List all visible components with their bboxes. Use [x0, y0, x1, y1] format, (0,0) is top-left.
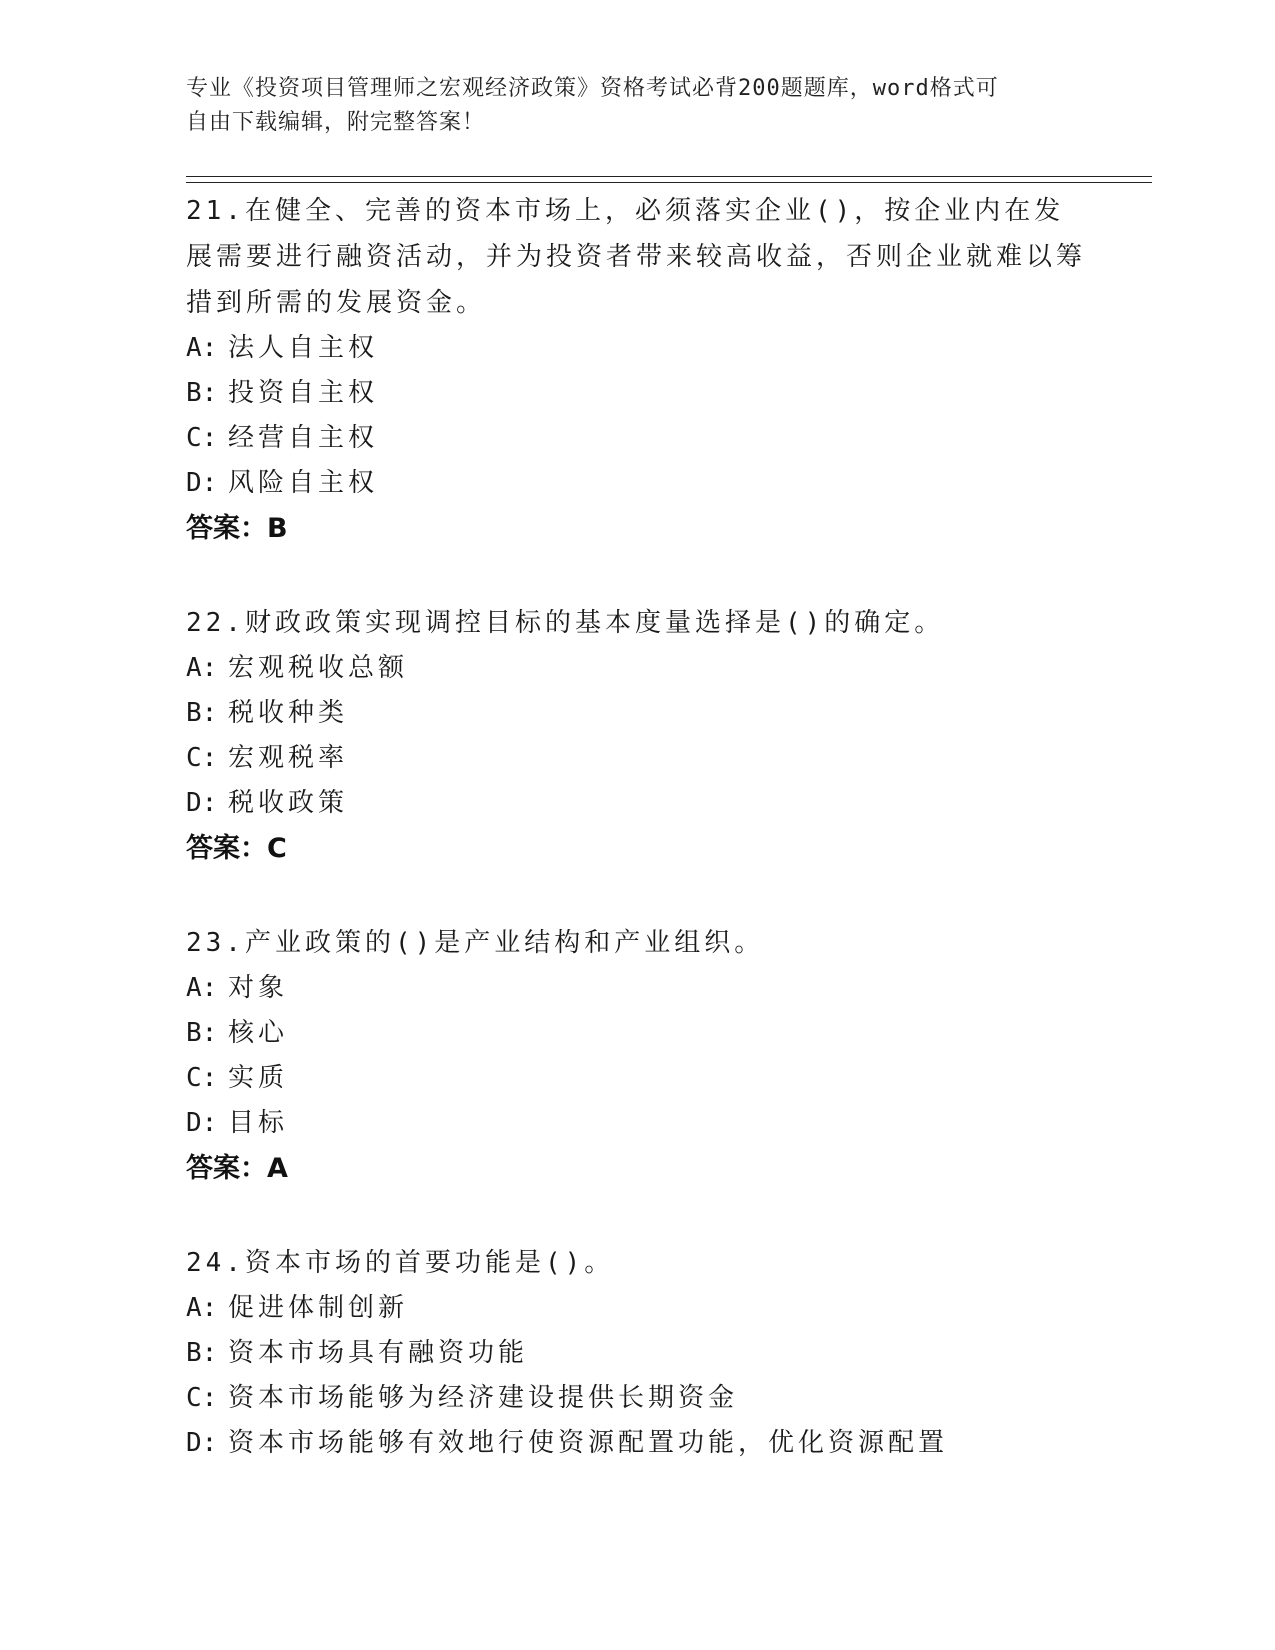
option-key: D: — [186, 788, 218, 818]
option-key: C: — [186, 743, 218, 773]
option-key: D: — [186, 468, 218, 498]
header-title-line-1: 专业《投资项目管理师之宏观经济政策》资格考试必背200题题库，word格式可 — [186, 76, 999, 101]
option-a — [186, 646, 1086, 691]
option-text: 促进体制创新 — [228, 1293, 409, 1323]
option-key: A: — [186, 653, 218, 683]
answer-line: 答案：C — [186, 833, 287, 864]
option-b — [186, 371, 1086, 416]
option-text: 实质 — [228, 1063, 289, 1093]
answer-line: 答案：B — [186, 513, 288, 544]
option-key: A: — [186, 1293, 218, 1323]
option-text: 税收政策 — [228, 788, 349, 818]
header-divider-bottom — [186, 182, 1152, 183]
option-d — [186, 1101, 1086, 1146]
option-key: C: — [186, 423, 218, 453]
question-stem: 23.产业政策的()是产业结构和产业组织。 — [186, 928, 765, 958]
document-header — [186, 72, 1066, 140]
option-text: 资本市场能够为经济建设提供长期资金 — [228, 1383, 739, 1413]
option-key: C: — [186, 1383, 218, 1413]
option-text: 核心 — [228, 1018, 289, 1048]
option-a — [186, 326, 1086, 371]
question-23 — [186, 920, 1086, 1192]
option-key: B: — [186, 1338, 218, 1368]
option-key: C: — [186, 1063, 218, 1093]
option-key: D: — [186, 1108, 218, 1138]
question-list — [186, 188, 1086, 1514]
option-text: 宏观税收总额 — [228, 653, 409, 683]
option-c — [186, 1056, 1086, 1101]
option-c — [186, 1376, 1086, 1421]
option-key: B: — [186, 1018, 218, 1048]
question-22 — [186, 600, 1086, 872]
question-21 — [186, 188, 1086, 552]
question-stem: 22.财政政策实现调控目标的基本度量选择是()的确定。 — [186, 608, 945, 638]
option-b — [186, 691, 1086, 736]
option-text: 风险自主权 — [228, 468, 379, 498]
question-stem: 24.资本市场的首要功能是()。 — [186, 1248, 615, 1278]
option-text: 税收种类 — [228, 698, 349, 728]
option-text: 对象 — [228, 973, 289, 1003]
option-key: A: — [186, 333, 218, 363]
header-divider-top — [186, 176, 1152, 177]
option-key: B: — [186, 378, 218, 408]
option-b — [186, 1011, 1086, 1056]
option-text: 资本市场具有融资功能 — [228, 1338, 529, 1368]
header-title-line-2: 自由下载编辑，附完整答案！ — [186, 110, 486, 135]
question-24 — [186, 1240, 1086, 1466]
option-b — [186, 1331, 1086, 1376]
answer-line: 答案：A — [186, 1153, 288, 1184]
option-a — [186, 1286, 1086, 1331]
option-key: A: — [186, 973, 218, 1003]
option-text: 经营自主权 — [228, 423, 379, 453]
option-d — [186, 461, 1086, 506]
option-key: D: — [186, 1428, 218, 1458]
question-stem: 21.在健全、完善的资本市场上，必须落实企业()，按企业内在发展需要进行融资活动，并为投资者带来较高收益，否则企业就难以筹措到所需的发展资金。 — [186, 196, 1087, 318]
option-text: 投资自主权 — [228, 378, 379, 408]
option-text: 法人自主权 — [228, 333, 379, 363]
option-c — [186, 736, 1086, 781]
option-a — [186, 966, 1086, 1011]
option-d — [186, 1421, 1086, 1466]
option-text: 资本市场能够有效地行使资源配置功能，优化资源配置 — [228, 1428, 949, 1458]
option-d — [186, 781, 1086, 826]
option-c — [186, 416, 1086, 461]
option-key: B: — [186, 698, 218, 728]
option-text: 宏观税率 — [228, 743, 349, 773]
option-text: 目标 — [228, 1108, 289, 1138]
